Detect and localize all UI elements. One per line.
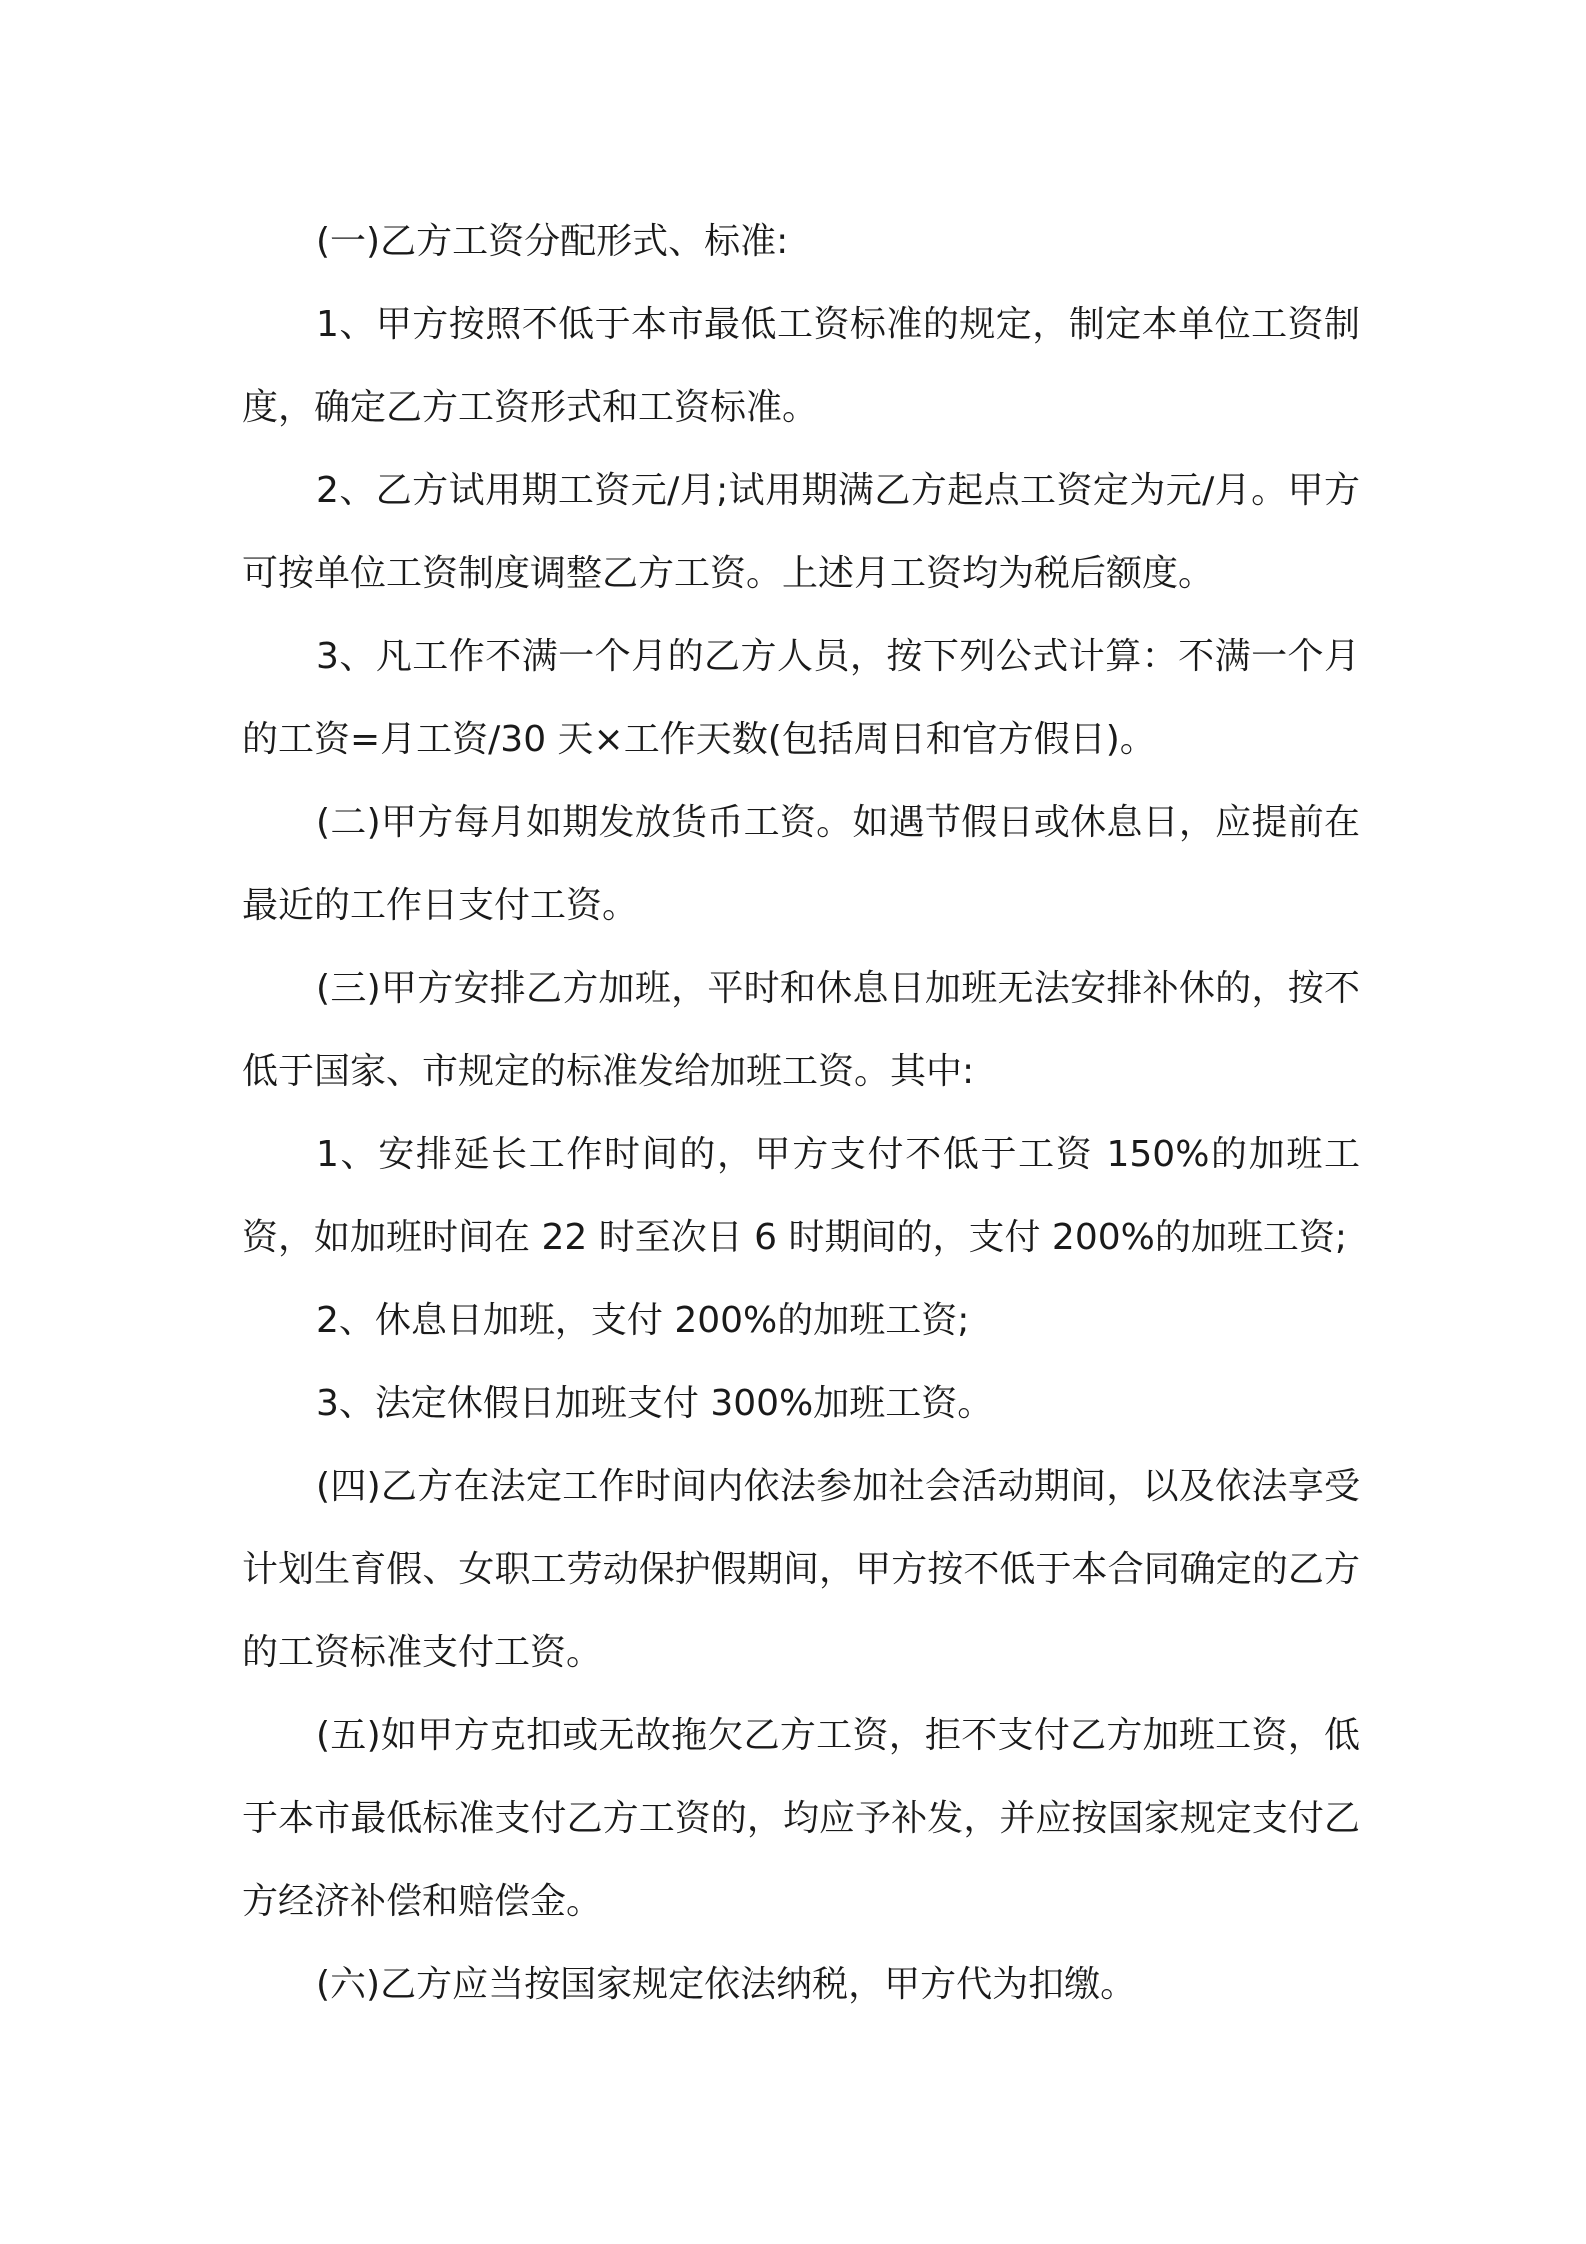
paragraph-12: (六)乙方应当按国家规定依法纳税，甲方代为扣缴。 [316, 1964, 1137, 2005]
paragraph-7: 1、安排延长工作时间的，甲方支付不低于工资 150%的加班工资，如加班时间在 22 时至次日 6 时期间的，支付 200%的加班工资; [242, 1134, 1360, 1258]
paragraph-1: (一)乙方工资分配形式、标准: [316, 221, 789, 262]
paragraph-5: (二)甲方每月如期发放货币工资。如遇节假日或休息日，应提前在最近的工作日支付工资。 [242, 802, 1360, 926]
document-page [242, 200, 1360, 2026]
paragraph-10: (四)乙方在法定工作时间内依法参加社会活动期间，以及依法享受计划生育假、女职工劳动保护假期间，甲方按不低于本合同确定的乙方的工资标准支付工资。 [242, 1466, 1360, 1673]
paragraph-4: 3、凡工作不满一个月的乙方人员，按下列公式计算：不满一个月的工资=月工资/30 天×工作天数(包括周日和官方假日)。 [242, 636, 1360, 760]
paragraph-2: 1、甲方按照不低于本市最低工资标准的规定，制定本单位工资制度，确定乙方工资形式和工资标准。 [242, 304, 1360, 428]
paragraph-3: 2、乙方试用期工资元/月;试用期满乙方起点工资定为元/月。甲方可按单位工资制度调整乙方工资。上述月工资均为税后额度。 [242, 470, 1360, 594]
paragraph-9: 3、法定休假日加班支付 300%加班工资。 [316, 1383, 994, 1424]
paragraph-6: (三)甲方安排乙方加班，平时和休息日加班无法安排补休的，按不低于国家、市规定的标准发给加班工资。其中: [242, 968, 1360, 1092]
paragraph-11: (五)如甲方克扣或无故拖欠乙方工资，拒不支付乙方加班工资，低于本市最低标准支付乙方工资的，均应予补发，并应按国家规定支付乙方经济补偿和赔偿金。 [242, 1715, 1360, 1922]
paragraph-8: 2、休息日加班，支付 200%的加班工资; [316, 1300, 970, 1341]
